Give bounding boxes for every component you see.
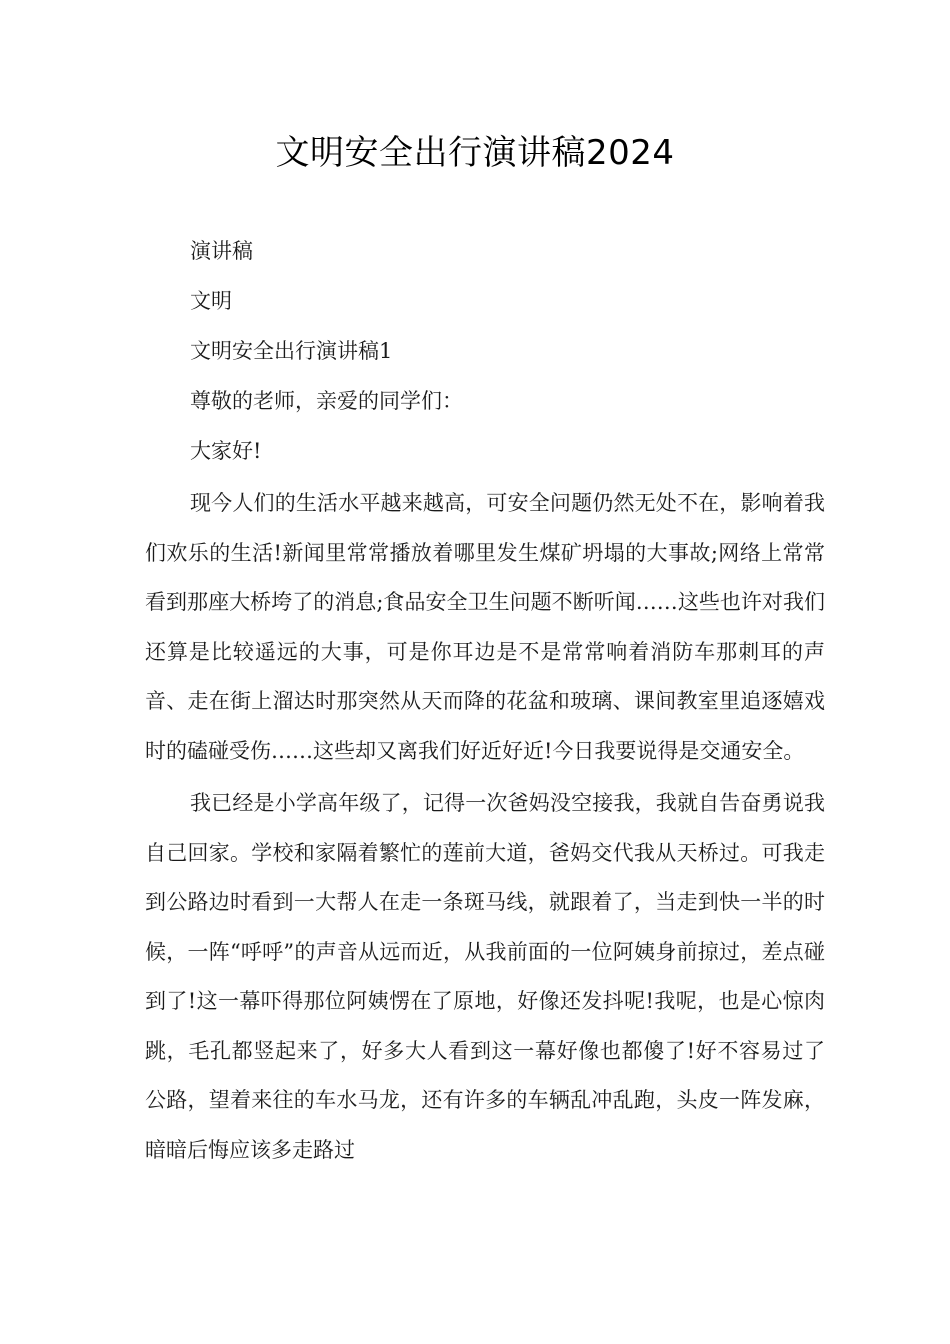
- line-civility-tag: 文明: [190, 289, 232, 313]
- line-speech-heading: 文明安全出行演讲稿1: [190, 339, 393, 363]
- line-salutation: 尊敬的老师，亲爱的同学们：: [190, 389, 463, 413]
- line-speech-category: 演讲稿: [190, 239, 253, 263]
- document-body: [145, 229, 825, 1175]
- document-title: 文明安全出行演讲稿2024: [275, 133, 675, 173]
- paragraph-crossing-story: 我已经是小学高年级了，记得一次爸妈没空接我，我就自告奋勇说我自己回家。学校和家隔着繁忙的莲前大道，爸妈交代我从天桥过。可我走到公路边时看到一大帮人在走一条斑马线，就跟着了，当走到快一半的时候，一阵“呼呼”的声音从远而近，从我前面的一位阿姨身前掠过，差点碰到了!这一幕吓得那位阿姨愣在了原地，好像还发抖呢!我呢，也是心惊肉跳，毛孔都竖起来了，好多大人看到这一幕好像也都傻了!好不容易过了公路，望着来往的车水马龙，还有许多的车辆乱冲乱跑，头皮一阵发麻，暗暗后悔应该多走路过: [145, 791, 825, 1162]
- line-greeting: 大家好!: [190, 439, 262, 463]
- paragraph-safety-intro: 现今人们的生活水平越来越高，可安全问题仍然无处不在，影响着我们欢乐的生活!新闻里常常播放着哪里发生煤矿坍塌的大事故;网络上常常看到那座大桥垮了的消息;食品安全卫生问题不断听闻……这些也许对我们还算是比较遥远的大事，可是你耳边是不是常常响着消防车那刺耳的声音、走在街上溜达时那突然从天而降的花盆和玻璃、课间教室里追逐嬉戏时的磕碰受伤……这些却又离我们好近好近!今日我要说得是交通安全。: [145, 491, 825, 763]
